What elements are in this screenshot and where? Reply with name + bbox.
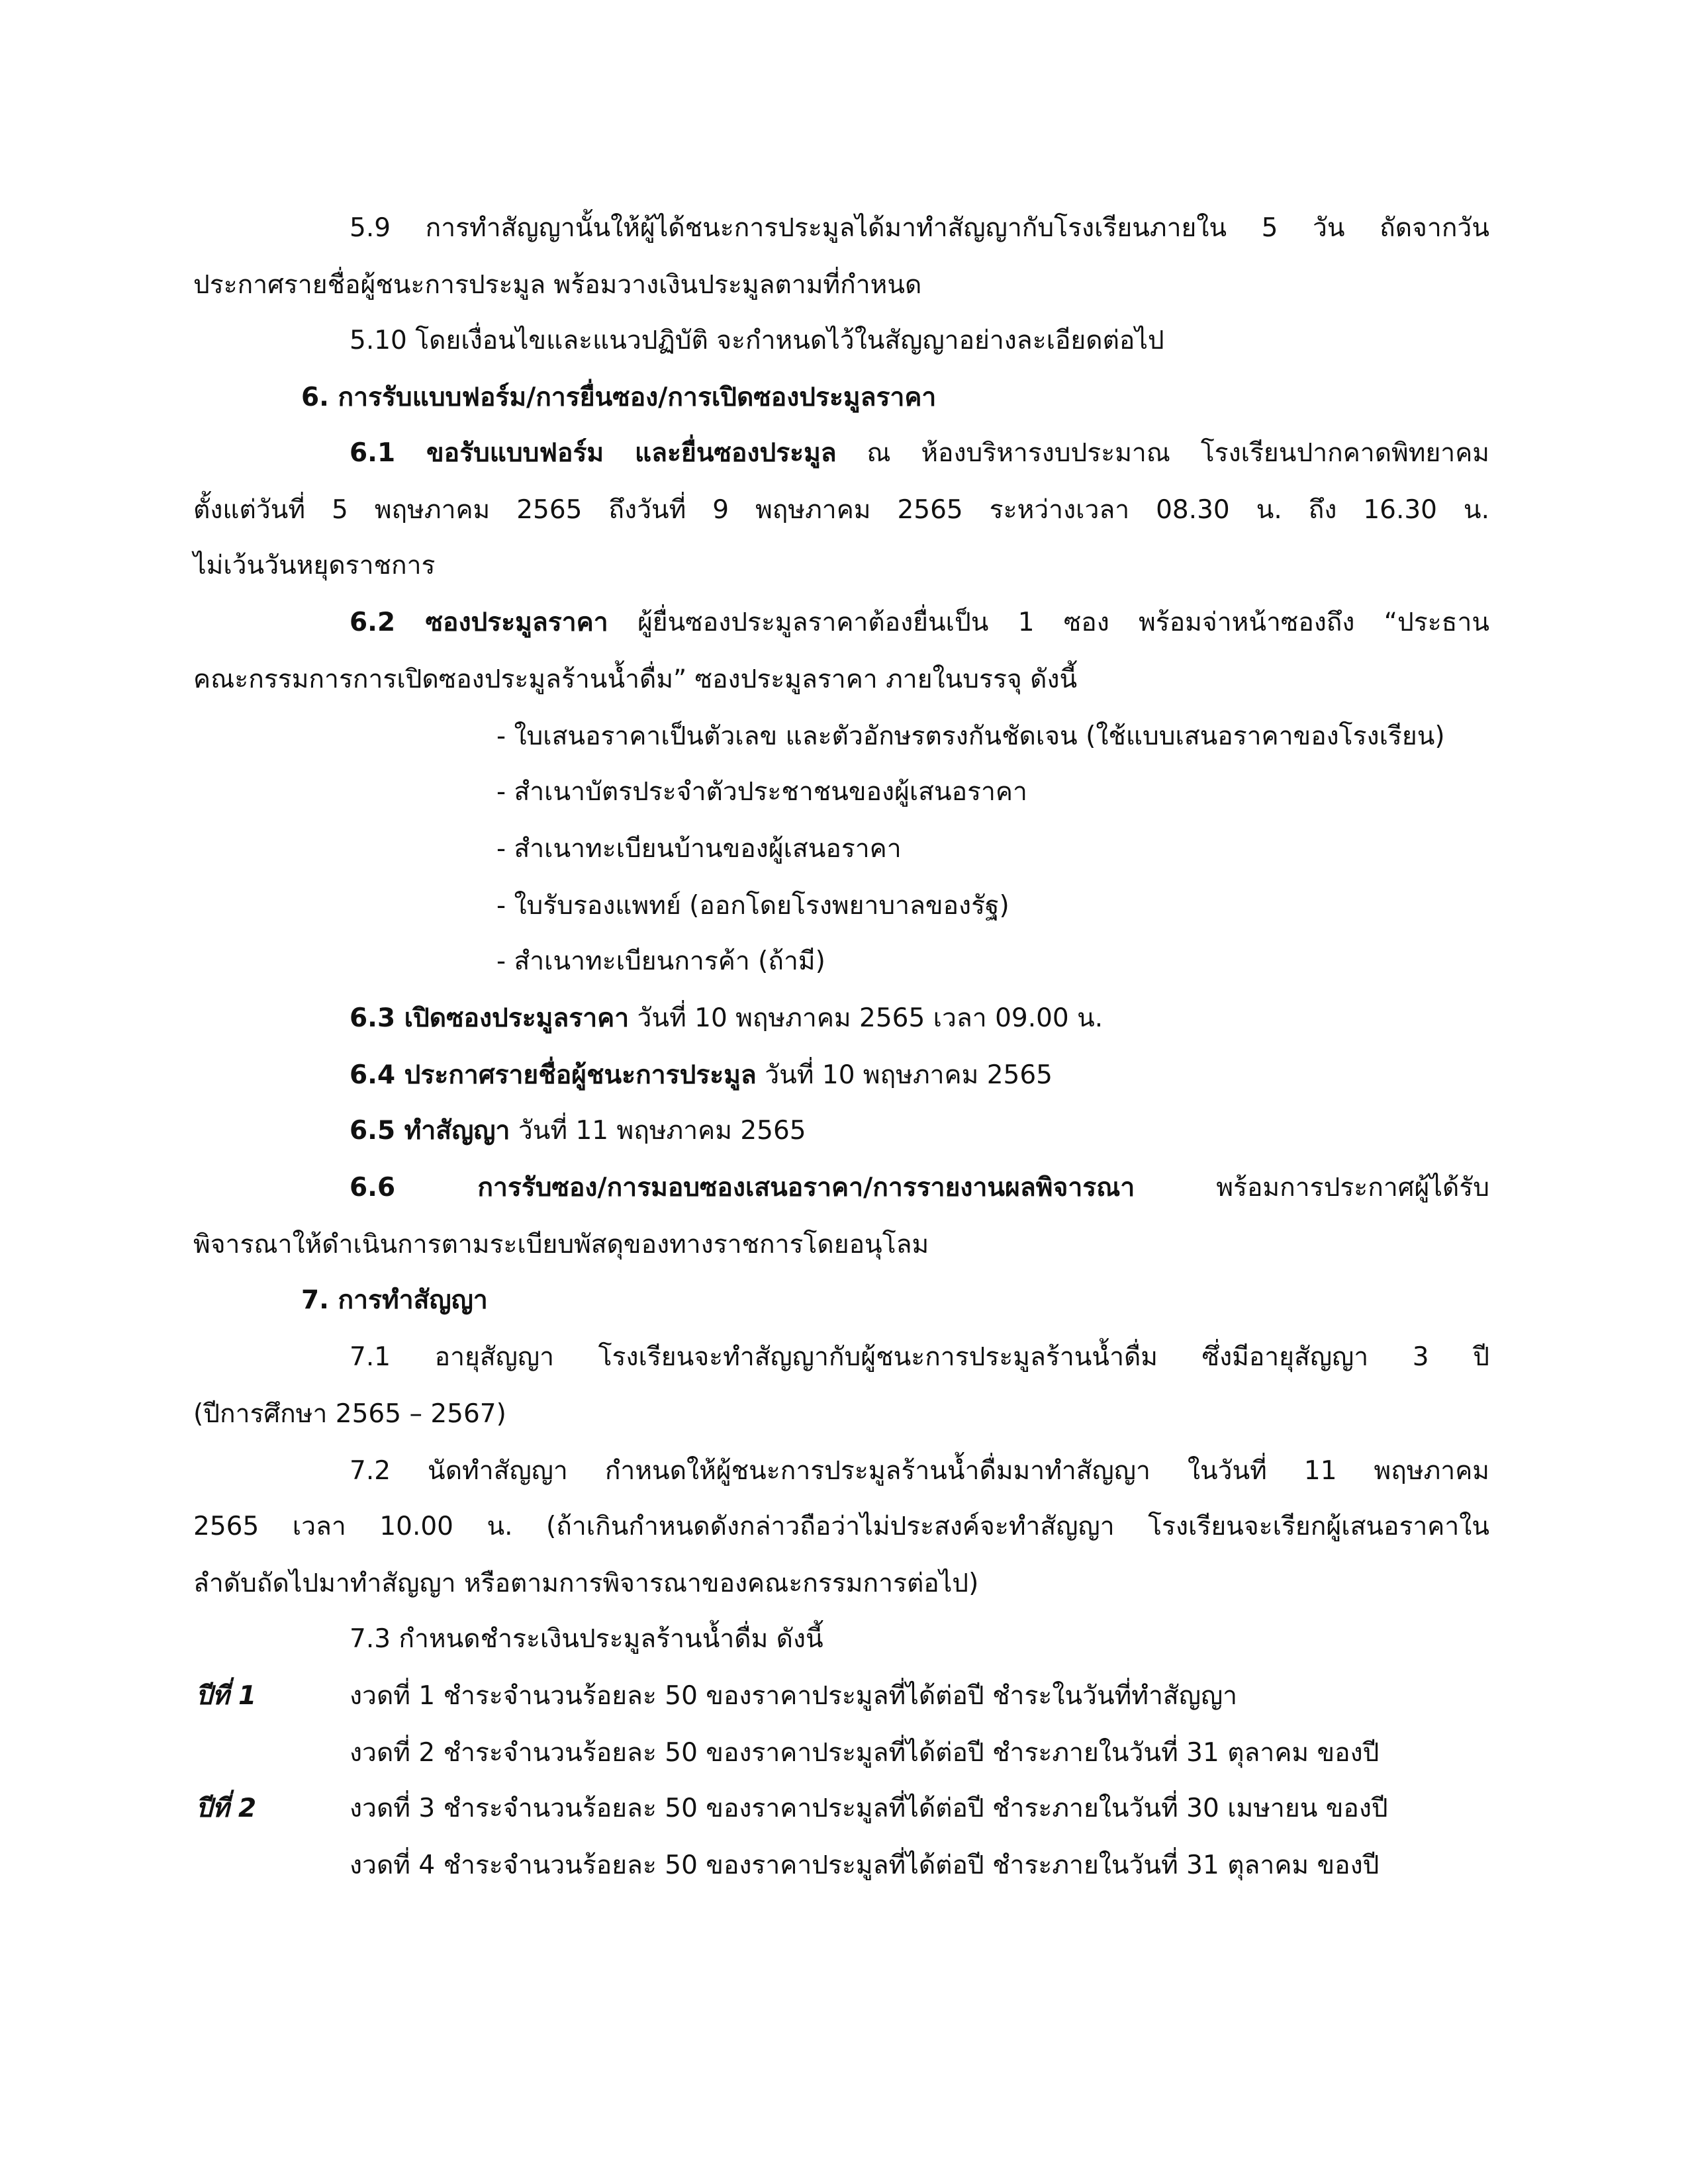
list-item: - ใบเสนอราคาเป็นตัวเลข และตัวอักษรตรงกันชัดเจน (ใช้แบบเสนอราคาของโรงเรียน) bbox=[496, 721, 1445, 751]
heading-6 bbox=[301, 369, 1489, 426]
list-item: - สำเนาทะเบียนบ้านของผู้เสนอราคา bbox=[496, 834, 902, 864]
s72-line2: 2565 เวลา 10.00 น. (ถ้าเกินกำหนดดังกล่าวถือว่าไม่ประสงค์จะทำสัญญา โรงเรียนจะเรียกผู้เสนอราคาใน bbox=[193, 1512, 1489, 1541]
s72-line1: 7.2 นัดทำสัญญา กำหนดให้ผู้ชนะการประมูลร้านน้ำดื่มมาทำสัญญา ในวันที่ 11 พฤษภาคม bbox=[350, 1456, 1489, 1486]
s63-bold: 6.3 เปิดซองประมูลราคา bbox=[350, 1003, 630, 1033]
s61-line2: ตั้งแต่วันที่ 5 พฤษภาคม 2565 ถึงวันที่ 9 พฤษภาคม 2565 ระหว่างเวลา 08.30 น. ถึง 16.30 น. bbox=[193, 495, 1489, 525]
s62-line2: คณะกรรมการการเปิดซองประมูลร้านน้ำดื่ม” ซองประมูลราคา ภายในบรรจุ ดังนี้ bbox=[193, 664, 1078, 694]
payment-1: งวดที่ 1 ชำระจำนวนร้อยละ 50 ของราคาประมูลที่ได้ต่อปี ชำระในวันที่ทำสัญญา bbox=[350, 1681, 1238, 1711]
s66-line1 bbox=[350, 1160, 1489, 1216]
s71-line2: (ปีการศึกษา 2565 – 2567) bbox=[193, 1399, 506, 1429]
s71-line1: 7.1 อายุสัญญา โรงเรียนจะทำสัญญากับผู้ชนะการประมูลร้านน้ำดื่ม ซึ่งมีอายุสัญญา 3 ปี bbox=[350, 1342, 1489, 1372]
year-1-label: ปีที่ 1 bbox=[196, 1681, 257, 1711]
s66-rest: พร้อมการประกาศผู้ได้รับ bbox=[1135, 1173, 1489, 1203]
s510-line: 5.10 โดยเงื่อนไขและแนวปฏิบัติ จะกำหนดไว้ในสัญญาอย่างละเอียดต่อไป bbox=[350, 326, 1164, 355]
s59-line2: ประกาศรายชื่อผู้ชนะการประมูล พร้อมวางเงินประมูลตามที่กำหนด bbox=[193, 270, 922, 300]
s63-rest: วันที่ 10 พฤษภาคม 2565 เวลา 09.00 น. bbox=[629, 1003, 1103, 1033]
s65-bold: 6.5 ทำสัญญา bbox=[350, 1116, 510, 1146]
list-item: - สำเนาบัตรประจำตัวประชาชนของผู้เสนอราคา bbox=[496, 777, 1027, 807]
s62-line1 bbox=[350, 594, 1489, 651]
s66-line2: พิจารณาให้ดำเนินการตามระเบียบพัสดุของทางราชการโดยอนุโลม bbox=[193, 1230, 929, 1259]
heading-7-text: 7. การทำสัญญา bbox=[301, 1285, 488, 1315]
s63-line bbox=[350, 990, 1489, 1047]
list-item: - ใบรับรองแพทย์ (ออกโดยโรงพยาบาลของรัฐ) bbox=[496, 891, 1009, 921]
list-item: - สำเนาทะเบียนการค้า (ถ้ามี) bbox=[496, 946, 825, 976]
payment-2: งวดที่ 2 ชำระจำนวนร้อยละ 50 ของราคาประมูลที่ได้ต่อปี ชำระภายในวันที่ 31 ตุลาคม ของปี bbox=[350, 1738, 1380, 1768]
s64-rest: วันที่ 10 พฤษภาคม 2565 bbox=[756, 1060, 1053, 1090]
s62-bold: 6.2 ซองประมูลราคา bbox=[350, 608, 608, 637]
payment-4: งวดที่ 4 ชำระจำนวนร้อยละ 50 ของราคาประมูลที่ได้ต่อปี ชำระภายในวันที่ 31 ตุลาคม ของปี bbox=[350, 1850, 1380, 1880]
s72-line3: ลำดับถัดไปมาทำสัญญา หรือตามการพิจารณาของคณะกรรมการต่อไป) bbox=[193, 1569, 979, 1598]
s61-line3: ไม่เว้นวันหยุดราชการ bbox=[193, 551, 436, 580]
s61-bold: 6.1 ขอรับแบบฟอร์ม และยื่นซองประมูล bbox=[350, 438, 837, 468]
s73-line: 7.3 กำหนดชำระเงินประมูลร้านน้ำดื่ม ดังนี้ bbox=[350, 1624, 823, 1654]
year-2-label: ปีที่ 2 bbox=[196, 1794, 257, 1823]
s65-rest: วันที่ 11 พฤษภาคม 2565 bbox=[510, 1116, 806, 1146]
s64-bold: 6.4 ประกาศรายชื่อผู้ชนะการประมูล bbox=[350, 1060, 757, 1090]
s66-bold: 6.6 การรับซอง/การมอบซองเสนอราคา/การรายงานผลพิจารณา bbox=[350, 1173, 1135, 1203]
s59-line1: 5.9 การทำสัญญานั้นให้ผู้ได้ชนะการประมูลได้มาทำสัญญากับโรงเรียนภายใน 5 วัน ถัดจากวัน bbox=[350, 213, 1489, 243]
s64-line bbox=[350, 1047, 1489, 1104]
s62-rest: ผู้ยื่นซองประมูลราคาต้องยื่นเป็น 1 ซอง พร้อมจ่าหน้าซองถึง “ประธาน bbox=[608, 608, 1489, 637]
s61-line1 bbox=[350, 425, 1489, 482]
heading-7 bbox=[301, 1272, 1489, 1329]
s65-line bbox=[350, 1103, 1489, 1160]
payment-3: งวดที่ 3 ชำระจำนวนร้อยละ 50 ของราคาประมูลที่ได้ต่อปี ชำระภายในวันที่ 30 เมษายน ของปี bbox=[350, 1794, 1388, 1823]
s61-rest: ณ ห้องบริหารงบประมาณ โรงเรียนปากคาดพิทยาคม bbox=[836, 438, 1489, 468]
heading-6-text: 6. การรับแบบฟอร์ม/การยื่นซอง/การเปิดซองประมูลราคา bbox=[301, 383, 937, 412]
